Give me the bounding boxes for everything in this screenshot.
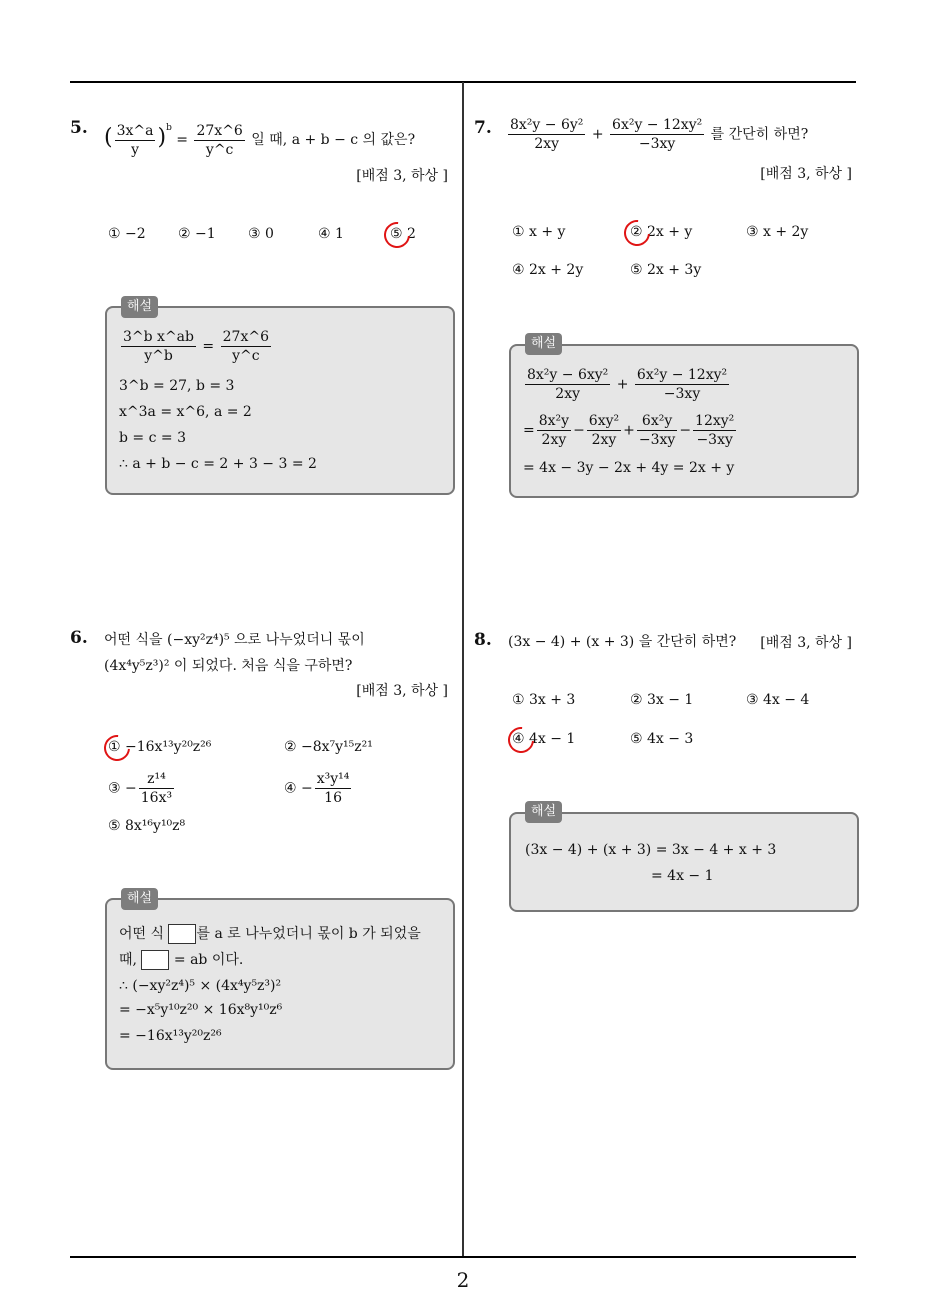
solution-tag: 해설	[525, 333, 562, 355]
solution-line: = −x⁵y¹⁰z²⁰ × 16x⁸y¹⁰z⁶	[119, 1002, 283, 1018]
choice-1[interactable]: ① x + y	[512, 224, 566, 240]
score-label: [배점 3, 하상 ]	[760, 166, 852, 182]
solution-line-2: = $\frac{\text{8x²y}}{2xy}$ − $\frac{\text{6xy²}}{2xy}$ + $\frac{\text{6x²y}}{-3xy}$ − $\frac{\text{12xy²}}{-3xy}$	[523, 413, 735, 448]
answer-mark	[503, 722, 540, 759]
solution-line: b = c = 3	[119, 430, 186, 446]
solution-line: ∴ a + b − c = 2 + 3 − 3 = 2	[119, 456, 317, 472]
bottom-rule	[70, 1256, 856, 1258]
solution-line: = 4x − 1	[651, 868, 714, 884]
solution-tag: 해설	[525, 801, 562, 823]
choice-4[interactable]: ④ − $\frac{\text{x³y¹⁴}}{16}$	[284, 771, 350, 806]
choice-3[interactable]: ③ 4x − 4	[746, 692, 810, 708]
choice-2[interactable]: ② 3x − 1	[630, 692, 694, 708]
choice-4[interactable]: ④ 4x − 1	[512, 731, 576, 747]
score-label: [배점 3, 하상 ]	[356, 683, 448, 699]
choice-5[interactable]: ⑤ 2	[390, 226, 416, 242]
question-text: (3x − 4) + (x + 3) 을 간단히 하면?	[508, 634, 737, 650]
score-label: [배점 3, 하상 ]	[760, 635, 852, 651]
answer-mark	[379, 217, 416, 254]
solution-text-line-1: 어떤 식 를 a 로 나누었더니 몫이 b 가 되었을	[119, 926, 421, 942]
answer-mark	[99, 730, 136, 767]
solution-line: = −16x¹³y²⁰z²⁶	[119, 1028, 222, 1044]
choice-4[interactable]: ④ 1	[318, 226, 344, 242]
solution-line-1: $\frac{\text{8x²y − 6xy²}}{2xy}$ + $\frac{\text{6x²y − 12xy²}}{-3xy}$	[527, 367, 728, 402]
choice-1[interactable]: ① 3x + 3	[512, 692, 576, 708]
page-number: 2	[456, 1268, 470, 1292]
solution-box	[105, 306, 455, 495]
solution-tag: 해설	[121, 296, 158, 318]
solution-fraction-line: $\frac{\text{3\textasciicircum{}b x\textasciicircum{}ab}}{y\^{}b}$ = $\frac{27x\^{}6}{y\^{}c}$	[123, 329, 269, 364]
solution-line: 3^b = 27, b = 3	[119, 378, 235, 394]
choice-4[interactable]: ④ 2x + 2y	[512, 262, 584, 278]
solution-box	[509, 344, 859, 498]
choice-2[interactable]: ② 2x + y	[630, 224, 693, 240]
choice-3[interactable]: ③ x + 2y	[746, 224, 809, 240]
solution-box	[509, 812, 859, 912]
solution-tag: 해설	[121, 888, 158, 910]
question-line-1: 어떤 식을 (−xy²z⁴)⁵ 으로 나누었더니 몫이	[104, 632, 365, 648]
question-text: ( $\frac{3x\^{}a}{y}$ )$^b$ = $\frac{27x\^{}6}{y\^{}c}$ 일 때, a + b − c 의 값은?	[104, 122, 416, 158]
problem-number: 6.	[70, 628, 88, 648]
solution-line: (3x − 4) + (x + 3) = 3x − 4 + x + 3	[525, 842, 777, 858]
solution-line-3: = 4x − 3y − 2x + 4y = 2x + y	[523, 460, 735, 476]
choice-5[interactable]: ⑤ 4x − 3	[630, 731, 694, 747]
answer-mark	[619, 215, 656, 252]
score-label: [배점 3, 하상 ]	[356, 168, 448, 184]
question-text: $\frac{\text{8x²y − 6y²}}{2xy}$ + $\frac{\text{6x²y − 12xy²}}{-3xy}$ 를 간단히 하면?	[510, 117, 809, 152]
choice-2[interactable]: ② −1	[178, 226, 216, 242]
center-column-rule	[462, 82, 464, 1257]
problem-number: 5.	[70, 118, 88, 138]
choice-3[interactable]: ③ 0	[248, 226, 274, 242]
choice-3[interactable]: ③ − $\frac{\text{z¹⁴}}{\text{16x³}}$	[108, 771, 173, 806]
solution-text-line-2: 때, = ab 이다.	[119, 952, 244, 968]
solution-line: ∴ (−xy²z⁴)⁵ × (4x⁴y⁵z³)²	[119, 978, 282, 994]
choice-5[interactable]: ⑤ 8x¹⁶y¹⁰z⁸	[108, 818, 186, 834]
problem-number: 8.	[474, 630, 492, 650]
question-line-2: (4x⁴y⁵z³)² 이 되었다. 처음 식을 구하면?	[104, 658, 353, 674]
solution-box	[105, 898, 455, 1070]
blank-box	[141, 950, 169, 970]
solution-line: x^3a = x^6, a = 2	[119, 404, 252, 420]
choice-2[interactable]: ② −8x⁷y¹⁵z²¹	[284, 739, 373, 755]
blank-box	[168, 924, 196, 944]
choice-1[interactable]: ① −16x¹³y²⁰z²⁶	[108, 739, 212, 755]
problem-number: 7.	[474, 118, 492, 138]
choice-1[interactable]: ① −2	[108, 226, 146, 242]
choice-5[interactable]: ⑤ 2x + 3y	[630, 262, 702, 278]
